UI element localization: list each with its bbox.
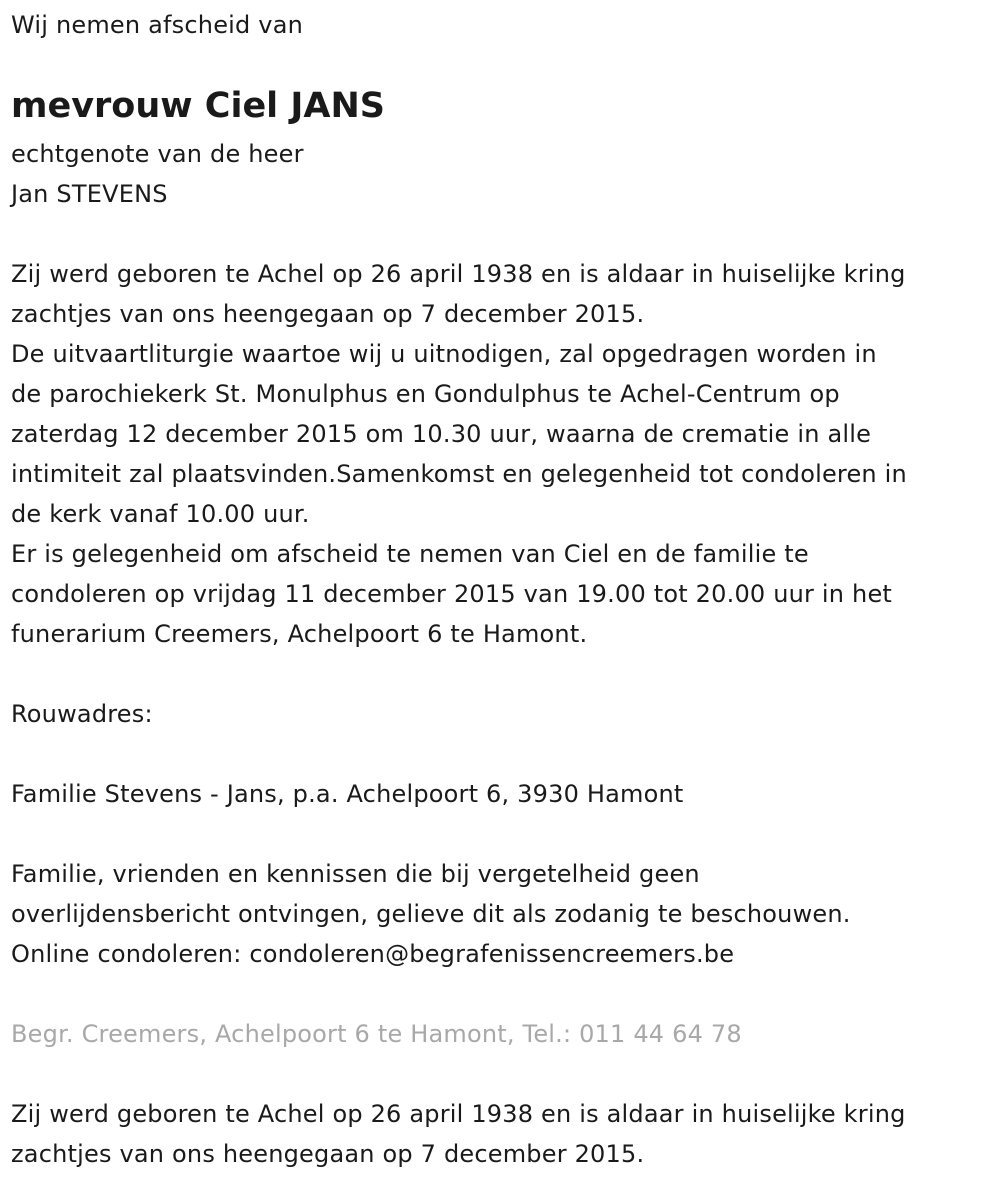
notice-paragraph (11, 854, 851, 974)
spouse-name: Jan STEVENS (11, 180, 168, 208)
announcement-line: Zij werd geboren te Achel op 26 april 1938 en is aldaar in huiselijke kring (11, 1100, 906, 1128)
visitation-paragraph (11, 534, 892, 654)
relation-line: echtgenote van de heer (11, 140, 304, 168)
liturgy-line: de kerk vanaf 10.00 uur. (11, 500, 310, 528)
announcement-repeat-paragraph (11, 1094, 906, 1174)
announcement-line: Zij werd geboren te Achel op 26 april 1938 en is aldaar in huiselijke kring (11, 260, 906, 288)
announcement-line: zachtjes van ons heengegaan op 7 december 2015. (11, 1140, 645, 1168)
notice-line: overlijdensbericht ontvingen, gelieve dit als zodanig te beschouwen. (11, 900, 851, 928)
notice-line: Familie, vrienden en kennissen die bij vergetelheid geen (11, 860, 700, 888)
visitation-line: funerarium Creemers, Achelpoort 6 te Hamont. (11, 620, 588, 648)
intro-text: Wij nemen afscheid van (11, 11, 304, 39)
announcement-line: zachtjes van ons heengegaan op 7 december 2015. (11, 300, 645, 328)
mourning-address-label: Rouwadres: (11, 700, 153, 728)
liturgy-line: De uitvaartliturgie waartoe wij u uitnodigen, zal opgedragen worden in (11, 340, 877, 368)
liturgy-line: de parochiekerk St. Monulphus en Gondulphus te Achel-Centrum op (11, 380, 840, 408)
funeral-home-info: Begr. Creemers, Achelpoort 6 te Hamont, Tel.: 011 44 64 78 (11, 1020, 742, 1048)
visitation-line: condoleren op vrijdag 11 december 2015 van 19.00 tot 20.00 uur in het (11, 580, 893, 608)
liturgy-line: zaterdag 12 december 2015 om 10.30 uur, waarna de crematie in alle (11, 420, 872, 448)
announcement-paragraph (11, 254, 906, 334)
mourning-address: Familie Stevens - Jans, p.a. Achelpoort 6, 3930 Hamont (11, 780, 684, 808)
spouse-relation (11, 134, 304, 214)
liturgy-paragraph (11, 334, 907, 534)
liturgy-line: intimiteit zal plaatsvinden.Samenkomst en gelegenheid tot condoleren in (11, 460, 907, 488)
visitation-line: Er is gelegenheid om afscheid te nemen van Ciel en de familie te (11, 540, 809, 568)
online-condolence-line: Online condoleren: condoleren@begrafenissencreemers.be (11, 940, 735, 968)
deceased-name: mevrouw Ciel JANS (11, 86, 385, 126)
